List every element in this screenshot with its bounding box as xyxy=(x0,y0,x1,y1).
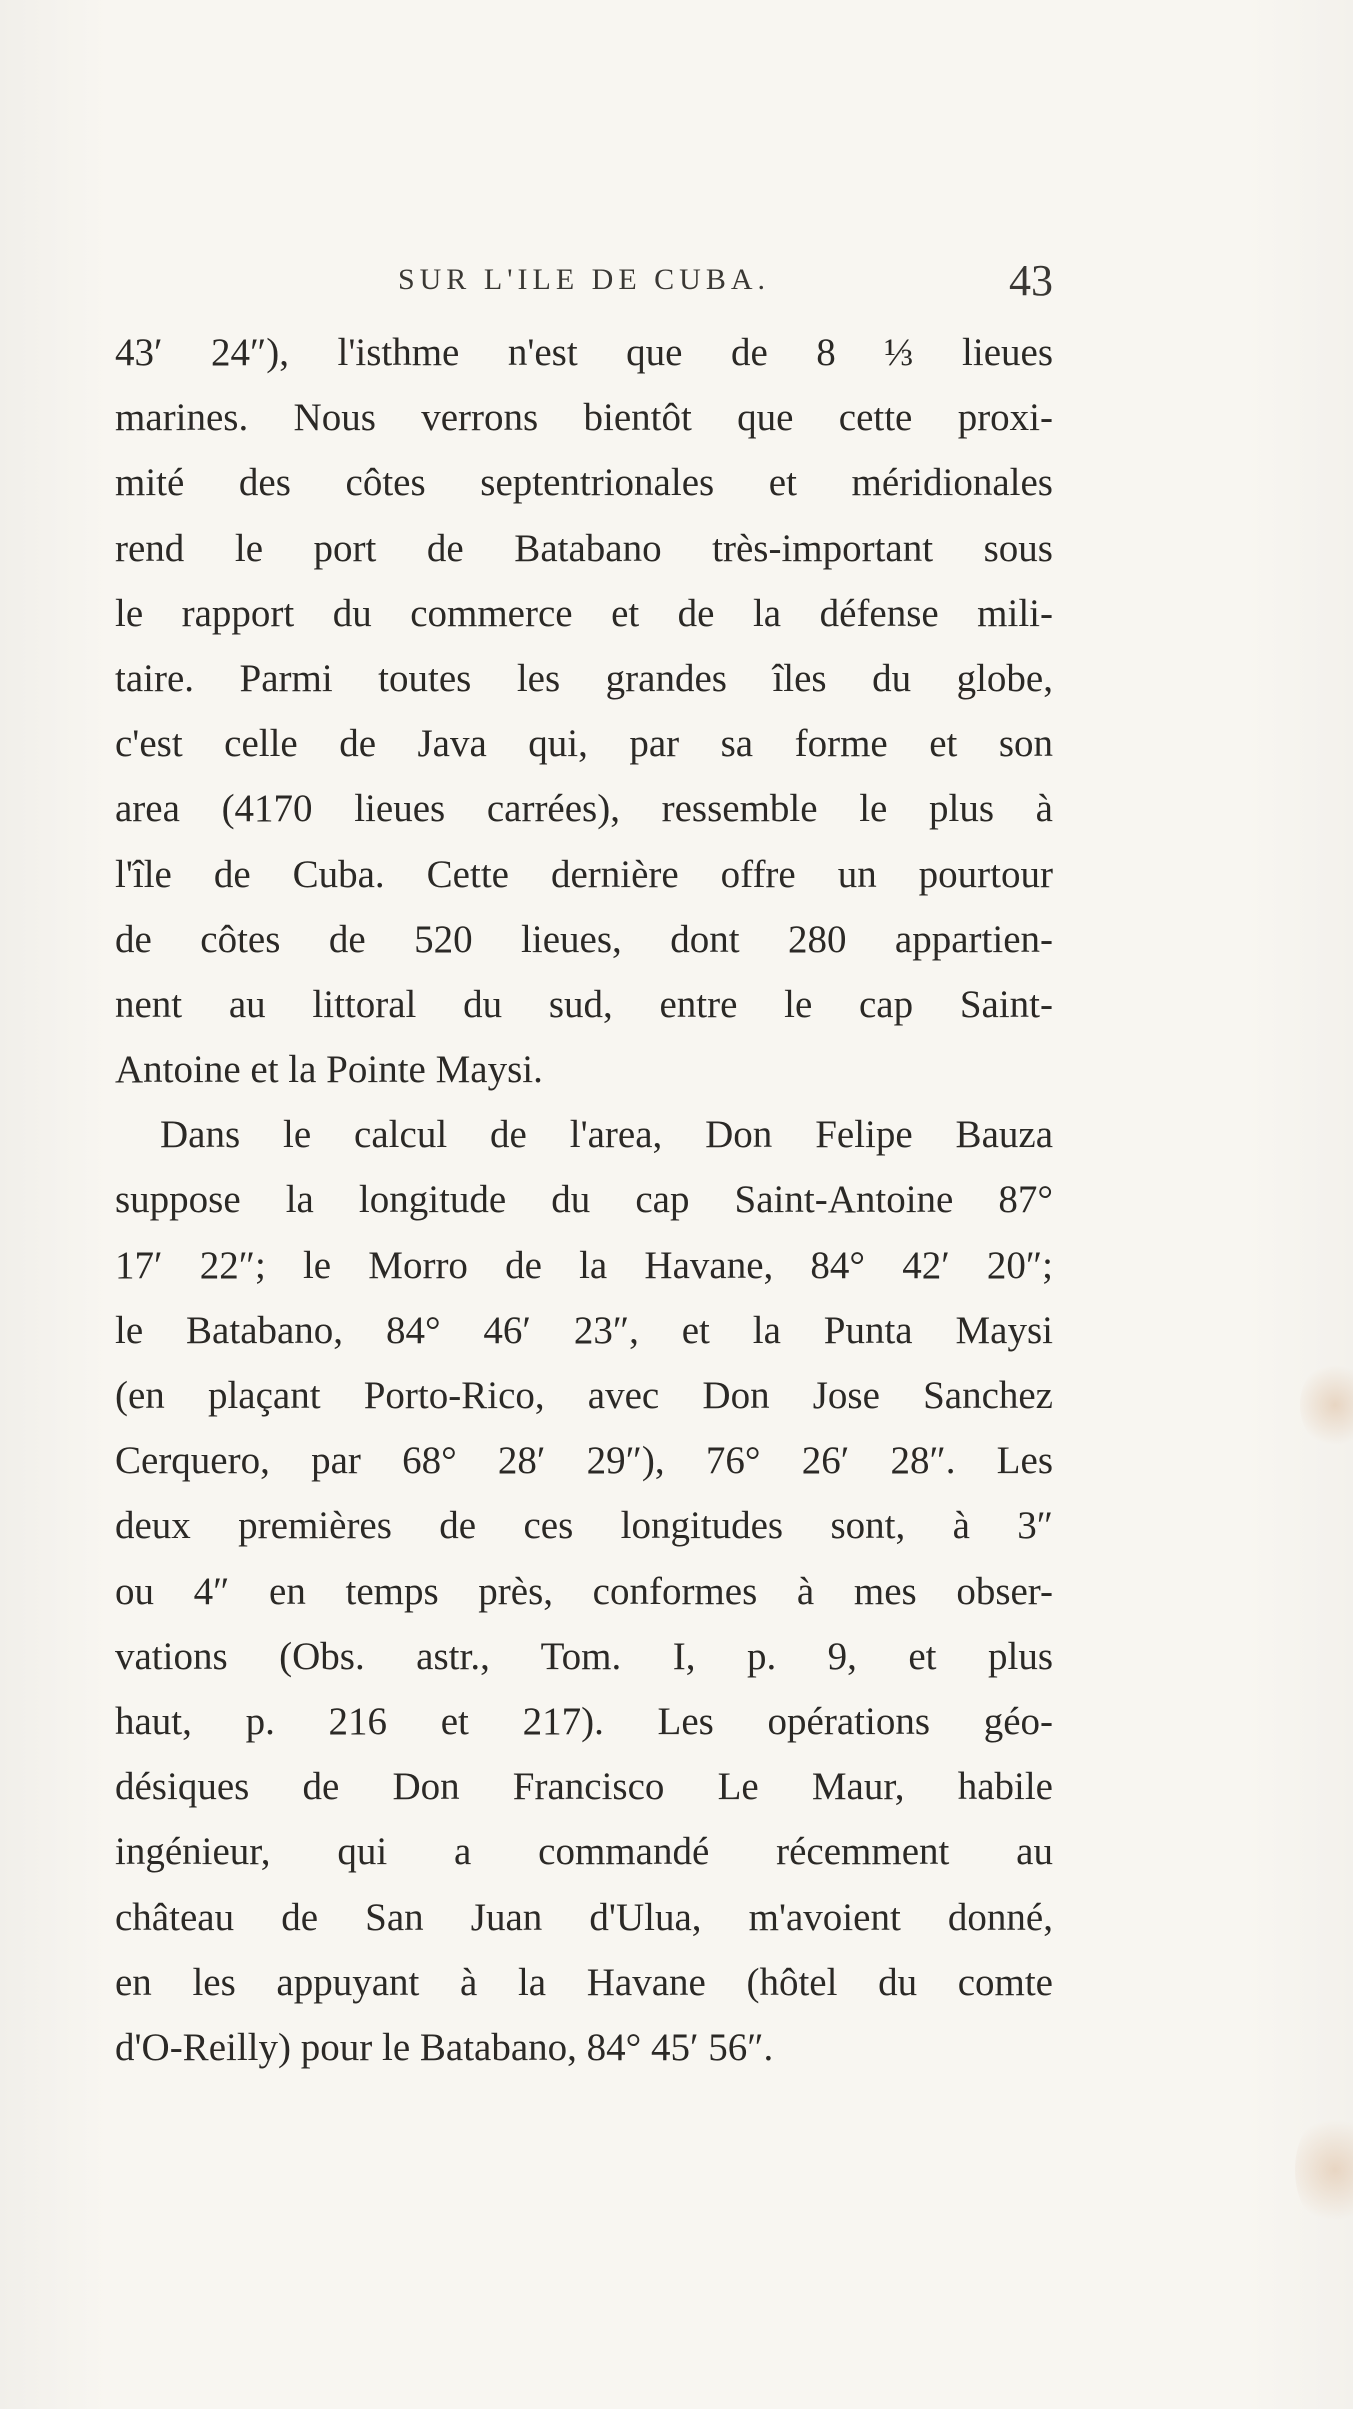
text-line: Dans le calcul de l'area, Don Felipe Bauza xyxy=(160,1113,1053,1157)
body-text xyxy=(115,320,1053,2080)
text-line: le Batabano, 84° 46′ 23″, et la Punta Maysi xyxy=(115,1308,1053,1352)
text-line: mité des côtes septentrionales et méridionales xyxy=(115,461,1053,505)
text-line: Cerquero, par 68° 28′ 29″), 76° 26′ 28″. Les xyxy=(115,1439,1053,1483)
text-line: taire. Parmi toutes les grandes îles du globe, xyxy=(115,656,1053,700)
text-line: ingénieur, qui a commandé récemment au xyxy=(115,1830,1053,1874)
text-line: suppose la longitude du cap Saint-Antoine 87° xyxy=(115,1178,1053,1222)
text-line: château de San Juan d'Ulua, m'avoient donné, xyxy=(115,1895,1053,1939)
text-line: ou 4″ en temps près, conformes à mes obser- xyxy=(115,1569,1053,1613)
paper-stain xyxy=(1300,1360,1353,1450)
paper-stain xyxy=(1295,2110,1353,2230)
page-number: 43 xyxy=(1009,256,1053,305)
text-line: deux premières de ces longitudes sont, à 3″ xyxy=(115,1504,1053,1548)
text-line: le rapport du commerce et de la défense mili- xyxy=(115,591,1053,635)
text-line: d'O-Reilly) pour le Batabano, 84° 45′ 56″. xyxy=(115,2025,774,2069)
text-line: Antoine et la Pointe Maysi. xyxy=(115,1048,543,1092)
text-line: rend le port de Batabano très-important sous xyxy=(115,526,1053,570)
text-line: marines. Nous verrons bientôt que cette proxi- xyxy=(115,396,1053,440)
text-line: haut, p. 216 et 217). Les opérations géo- xyxy=(115,1699,1053,1743)
text-line: de côtes de 520 lieues, dont 280 appartien- xyxy=(115,917,1053,961)
text-line: désiques de Don Francisco Le Maur, habile xyxy=(115,1765,1053,1809)
text-line: l'île de Cuba. Cette dernière offre un pourtour xyxy=(115,852,1053,896)
running-title: SUR L'ILE DE CUBA. xyxy=(397,263,771,296)
text-line: area (4170 lieues carrées), ressemble le plus à xyxy=(115,787,1053,831)
text-line: nent au littoral du sud, entre le cap Saint- xyxy=(115,982,1053,1026)
text-line: c'est celle de Java qui, par sa forme et son xyxy=(115,722,1053,766)
text-line: 43′ 24″), l'isthme n'est que de 8 ⅓ lieues xyxy=(115,331,1053,374)
text-line: vations (Obs. astr., Tom. I, p. 9, et plus xyxy=(115,1634,1053,1678)
page-header xyxy=(115,255,1053,315)
text-line: (en plaçant Porto-Rico, avec Don Jose Sanchez xyxy=(115,1374,1053,1417)
text-line: en les appuyant à la Havane (hôtel du comte xyxy=(115,1960,1053,2004)
text-line: 17′ 22″; le Morro de la Havane, 84° 42′ 20″; xyxy=(115,1243,1053,1287)
